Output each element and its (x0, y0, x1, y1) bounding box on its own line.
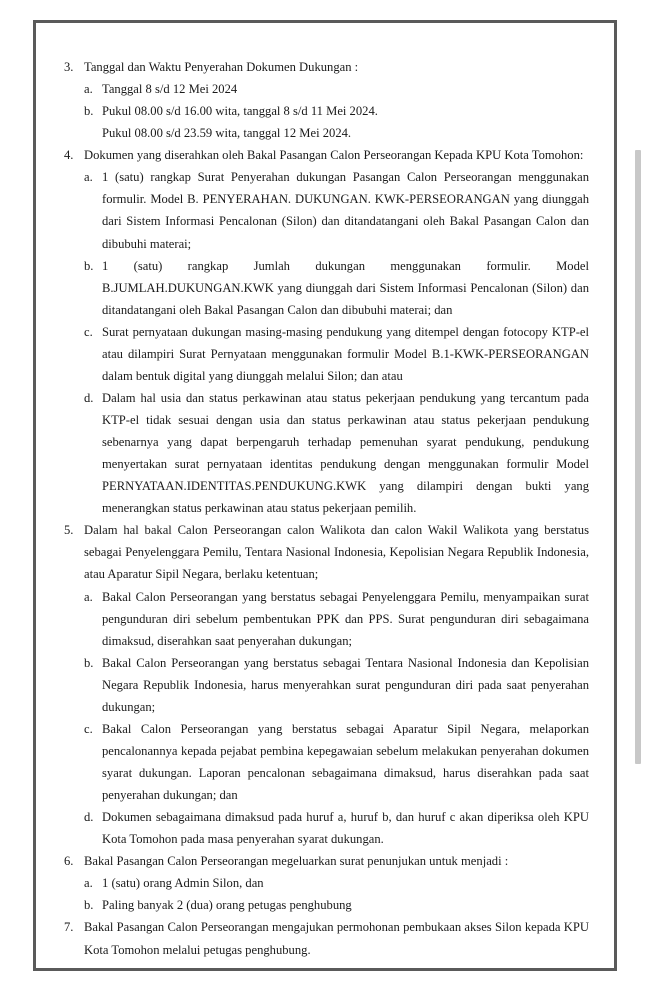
list-item-text: Dalam hal bakal Calon Perseorangan calon Walikota dan calon Wakil Walikota yang berstatus sebagai Penyelenggara Pemilu, Tentara Nasional Indonesia, Kepolisian Negara Republik Indonesia, atau Aparatur Sipil Negara, berlaku ketentuan; (84, 523, 589, 582)
list-number: 4. (64, 148, 74, 163)
sub-item-letter: d. (84, 390, 94, 405)
sub-item-text: Dokumen sebagaimana dimaksud pada huruf a, huruf b, dan huruf c akan diperiksa oleh KPU Kota Tomohon pada masa penyerahan syarat dukungan. (102, 810, 589, 847)
sub-item-text: 1 (satu) rangkap Surat Penyerahan dukungan Pasangan Calon Perseorangan menggunakan formulir. Model B. PENYERAHAN. DUKUNGAN. KWK-PERSEORANGAN yang diunggah dari Sistem Informasi Pencalonan (Silon) dan ditandatangani oleh Bakal Pasangan Calon dan dibubuhi materai; (102, 170, 589, 251)
document-page-frame (33, 20, 617, 971)
sub-item-5a (36, 586, 614, 652)
sub-item-continuation-text: Pukul 08.00 s/d 23.59 wita, tanggal 12 Mei 2024. (102, 126, 352, 141)
sub-item-3b-continuation (36, 122, 614, 144)
sub-item-text: Bakal Calon Perseorangan yang berstatus sebagai Tentara Nasional Indonesia dan Kepolisian Negara Republik Indonesia, harus menyerahkan surat pengunduran diri pada saat penyerahan dukungan; (102, 655, 589, 714)
list-item-text: Tanggal dan Waktu Penyerahan Dokumen Dukungan : (84, 60, 359, 74)
sub-item-3b (36, 100, 614, 122)
sub-item-text: 1 (satu) rangkap Jumlah dukungan menggunakan formulir. Model B.JUMLAH.DUKUNGAN.KWK yang diunggah dari Sistem Informasi Pencalonan (Silon) dan ditandatangani oleh Bakal Pasangan Calon dan dibubuhi materai; dan (102, 258, 589, 317)
sub-item-letter: c. (84, 324, 93, 339)
list-item-text: Dokumen yang diserahkan oleh Bakal Pasangan Calon Perseorangan Kepada KPU Kota Tomohon: (84, 148, 584, 163)
sub-item-5b (36, 652, 614, 718)
scrollbar-thumb[interactable] (635, 150, 641, 764)
list-item-3 (36, 56, 614, 78)
list-item-4 (36, 144, 614, 166)
sub-item-4c (36, 321, 614, 387)
list-number: 7. (64, 920, 74, 935)
sub-item-6a (36, 872, 614, 894)
sub-item-text: Paling banyak 2 (dua) orang petugas penghubung (102, 898, 352, 913)
list-item-text: Bakal Pasangan Calon Perseorangan mengajukan permohonan pembukaan akses Silon kepada KPU Kota Tomohon melalui petugas penghubung. (84, 920, 589, 957)
list-item-6 (36, 850, 614, 872)
list-item-text: Bakal Pasangan Calon Perseorangan megeluarkan surat penunjukan untuk menjadi : (84, 854, 509, 869)
sub-item-4b (36, 255, 614, 321)
sub-item-letter: b. (84, 655, 94, 670)
sub-item-4a (36, 166, 614, 254)
sub-item-letter: b. (84, 104, 94, 119)
sub-item-6b (36, 894, 614, 916)
list-item-7 (36, 916, 614, 960)
sub-item-5c (36, 718, 614, 806)
sub-item-text: 1 (satu) orang Admin Silon, dan (102, 876, 264, 891)
sub-item-letter: b. (84, 258, 94, 273)
list-item-5 (36, 519, 614, 585)
list-number: 3. (64, 60, 74, 74)
sub-item-text: Bakal Calon Perseorangan yang berstatus sebagai Penyelenggara Pemilu, menyampaikan surat pengunduran diri sebelum pembentukan PPK dan PPS. Surat pengunduran diri sebagaimana dimaksud, diserahkan saat penyerahan dukungan; (102, 589, 589, 648)
sub-item-5d (36, 806, 614, 850)
sub-item-text: Surat pernyataan dukungan masing-masing pendukung yang ditempel dengan fotocopy KTP-el atau dilampiri Surat Pernyataan menggunakan formulir Model B.1-KWK-PERSEORANGAN dalam bentuk digital yang diunggah melalui Silon; dan atau (102, 324, 589, 383)
sub-item-letter: c. (84, 721, 93, 736)
sub-item-letter: a. (84, 82, 93, 97)
sub-item-letter: b. (84, 898, 94, 913)
sub-item-text: Pukul 08.00 s/d 16.00 wita, tanggal 8 s/d 11 Mei 2024. (102, 104, 378, 119)
sub-item-letter: a. (84, 876, 93, 891)
document-content (36, 56, 614, 961)
sub-item-text: Bakal Calon Perseorangan yang berstatus sebagai Aparatur Sipil Negara, melaporkan pencalonannya kepada pejabat pembina kepegawaian sebelum melakukan penyerahan dokumen syarat dukungan. Laporan pencalonan sebagaimana dimaksud, harus diserahkan pada saat penyerahan dukungan; dan (102, 721, 589, 803)
vertical-scrollbar[interactable] (633, 140, 643, 770)
sub-item-letter: d. (84, 810, 94, 825)
sub-item-3a (36, 78, 614, 100)
list-number: 5. (64, 523, 74, 538)
sub-item-4d (36, 387, 614, 519)
sub-item-letter: a. (84, 589, 93, 604)
sub-item-letter: a. (84, 170, 93, 185)
sub-item-text: Dalam hal usia dan status perkawinan atau status pekerjaan pendukung yang tercantum pada KTP-el tidak sesuai dengan usia dan status perkawinan atau status pekerjaan pendukung sebenarnya yang dapat berpengaruh terhadap pemenuhan syarat pendukung, pendukung menyertakan surat pernyataan identitas pendukung dengan menggunakan formulir Model PERNYATAAN.IDENTITAS.PENDUKUNG.KWK yang dilampiri dengan bukti yang menerangkan status perkawinan atau status pekerjaan pemilih. (102, 390, 589, 516)
sub-item-text: Tanggal 8 s/d 12 Mei 2024 (102, 82, 238, 97)
list-number: 6. (64, 854, 74, 869)
